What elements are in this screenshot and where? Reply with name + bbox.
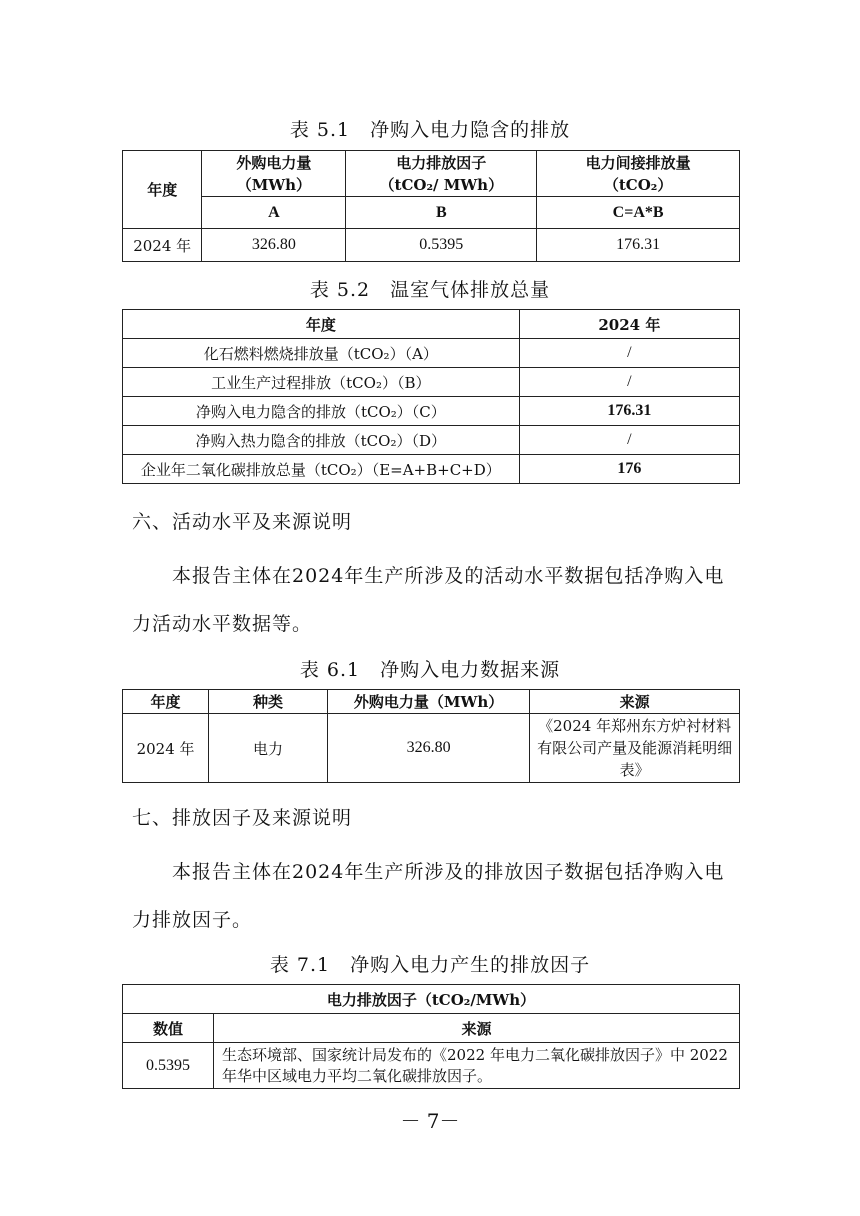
table-6-1-year: 2024 年 [123,714,209,783]
section-6-heading: 六、活动水平及来源说明 [132,511,353,533]
header-unit: （tCO₂/ MWh） [379,175,504,194]
section-7-paragraph: 本报告主体在2024年生产所涉及的排放因子数据包括净购入电力排放因子。 [132,861,725,931]
table-5-2-row-value: / [519,339,739,368]
table-5-1-symbol-a: A [202,197,346,229]
table-5-2-row-value: 176 [519,455,739,484]
table-6-1-header-year: 年度 [123,690,209,714]
table-5-2-row-label: 净购入电力隐含的排放（tCO₂）（C） [123,397,520,426]
table-5-1-row-year: 2024 年 [123,229,202,262]
table-6-1-amount: 326.80 [327,714,529,783]
table-5-1 [122,150,740,262]
table-7-1 [122,984,740,1089]
table-6-1-caption: 表 6.1 净购入电力数据来源 [299,659,561,681]
table-5-2-row-label: 净购入热力隐含的排放（tCO₂）（D） [123,426,520,455]
table-6-1-header-source: 来源 [530,690,740,714]
table-5-1-caption: 表 5.1 净购入电力隐含的排放 [289,119,571,141]
header-unit: （MWh） [236,175,312,194]
table-7-1-value: 0.5395 [123,1043,214,1089]
table-5-2-caption: 表 5.2 温室气体排放总量 [309,279,551,301]
table-5-1-header-indirect-emission [537,151,740,197]
header-label: 外购电力量 [236,153,312,172]
header-label: 电力排放因子 [396,153,487,172]
header-unit: （tCO₂） [603,175,673,194]
table-6-1-source: 《2024 年郑州东方炉衬材料有限公司产量及能源消耗明细表》 [530,714,740,783]
section-6-paragraph: 本报告主体在2024年生产所涉及的活动水平数据包括净购入电力活动水平数据等。 [132,565,725,635]
table-5-1-header-year: 年度 [123,151,202,229]
table-7-1-source: 生态环境部、国家统计局发布的《2022 年电力二氧化碳排放因子》中 2022 年华中区域电力平均二氧化碳排放因子。 [214,1043,740,1089]
table-5-1-symbol-c: C=A*B [537,197,740,229]
table-6-1 [122,689,740,783]
table-6-1-type: 电力 [209,714,328,783]
table-5-2-row-label: 化石燃料燃烧排放量（tCO₂）（A） [123,339,520,368]
table-7-1-title: 电力排放因子（tCO₂/MWh） [123,985,740,1014]
table-5-1-value-emission-factor: 0.5395 [346,229,537,262]
table-5-2-row-value: / [519,426,739,455]
table-7-1-caption: 表 7.1 净购入电力产生的排放因子 [269,954,591,976]
table-7-1-header-source: 来源 [214,1014,740,1043]
table-5-1-header-emission-factor [346,151,537,197]
table-5-1-value-indirect-emission: 176.31 [537,229,740,262]
table-5-2-header-item: 年度 [123,310,520,339]
table-5-1-value-purchased-power: 326.80 [202,229,346,262]
section-7-heading: 七、排放因子及来源说明 [132,807,353,829]
table-5-2-row-value: / [519,368,739,397]
page-number: － 7－ [400,1109,460,1133]
table-5-2-row-label: 企业年二氧化碳排放总量（tCO₂）（E=A+B+C+D） [123,455,520,484]
table-7-1-header-value: 数值 [123,1014,214,1043]
table-6-1-header-amount: 外购电力量（MWh） [327,690,529,714]
table-6-1-header-type: 种类 [209,690,328,714]
header-label: 电力间接排放量 [585,153,691,172]
table-5-2-header-year: 2024 年 [519,310,739,339]
table-5-2 [122,309,740,484]
table-5-1-symbol-b: B [346,197,537,229]
table-5-2-row-value: 176.31 [519,397,739,426]
table-5-2-row-label: 工业生产过程排放（tCO₂）（B） [123,368,520,397]
table-5-1-header-purchased-power [202,151,346,197]
